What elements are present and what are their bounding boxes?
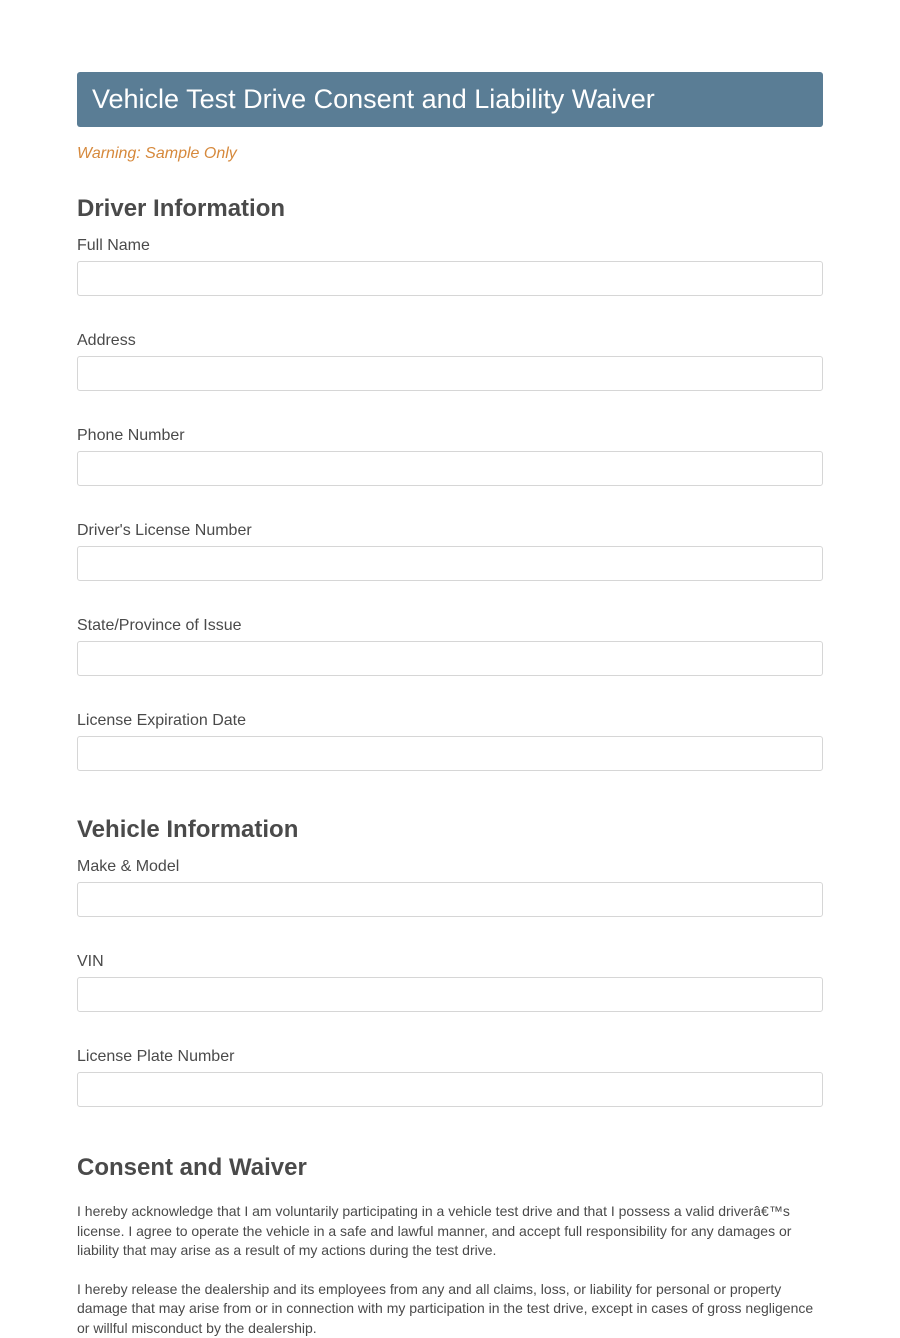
vehicle-information-heading: Vehicle Information — [77, 816, 823, 844]
full-name-label: Full Name — [77, 237, 823, 255]
full-name-input[interactable] — [77, 261, 823, 296]
license-plate-number-label: License Plate Number — [77, 1048, 823, 1066]
page-title: Vehicle Test Drive Consent and Liability Waiver — [92, 84, 655, 115]
state-province-field-group — [77, 617, 823, 676]
driver-information-fields — [77, 237, 823, 771]
vin-label: VIN — [77, 953, 823, 971]
make-model-label: Make & Model — [77, 858, 823, 876]
vehicle-information-fields — [77, 858, 823, 1107]
sample-warning: Warning: Sample Only — [77, 145, 823, 163]
drivers-license-number-input[interactable] — [77, 546, 823, 581]
vin-field-group — [77, 953, 823, 1012]
consent-waiver-heading: Consent and Waiver — [77, 1154, 823, 1182]
make-model-field-group — [77, 858, 823, 917]
license-expiration-date-label: License Expiration Date — [77, 712, 823, 730]
phone-number-input[interactable] — [77, 451, 823, 486]
state-province-input[interactable] — [77, 641, 823, 676]
license-plate-number-input[interactable] — [77, 1072, 823, 1107]
consent-paragraph-acknowledgement: I hereby acknowledge that I am voluntarily participating in a vehicle test drive and that I possess a valid driverâ€™s license. I agree to operate the vehicle in a safe and lawful manner, and accept full responsibility for any damages or liability that may arise as a result of my actions during the test drive. — [77, 1202, 823, 1261]
driver-information-heading: Driver Information — [77, 195, 823, 223]
license-expiration-date-input[interactable] — [77, 736, 823, 771]
make-model-input[interactable] — [77, 882, 823, 917]
phone-number-field-group — [77, 427, 823, 486]
consent-text — [77, 1202, 823, 1338]
phone-number-label: Phone Number — [77, 427, 823, 445]
waiver-form-page — [77, 0, 823, 1338]
address-field-group — [77, 332, 823, 391]
address-input[interactable] — [77, 356, 823, 391]
title-bar — [77, 72, 823, 127]
vin-input[interactable] — [77, 977, 823, 1012]
address-label: Address — [77, 332, 823, 350]
license-expiration-date-field-group — [77, 712, 823, 771]
consent-paragraph-release: I hereby release the dealership and its employees from any and all claims, loss, or liability for personal or property damage that may arise from or in connection with my participation in the test drive, except in cases of gross negligence or willful misconduct by the dealership. — [77, 1280, 823, 1338]
drivers-license-number-field-group — [77, 522, 823, 581]
license-plate-number-field-group — [77, 1048, 823, 1107]
full-name-field-group — [77, 237, 823, 296]
state-province-label: State/Province of Issue — [77, 617, 823, 635]
drivers-license-number-label: Driver's License Number — [77, 522, 823, 540]
